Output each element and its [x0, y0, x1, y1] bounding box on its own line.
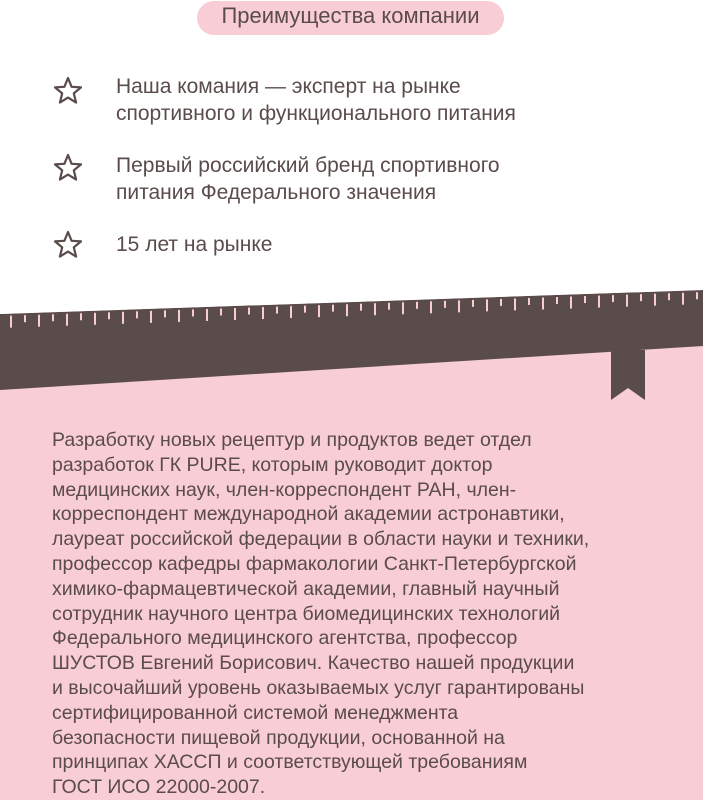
section-title: Преимущества компании — [197, 1, 504, 35]
ruler-tick — [682, 293, 684, 305]
benefit-text: Первый российский бренд спортивного питания Федерального значения — [116, 154, 500, 204]
star-outline-icon — [52, 152, 84, 184]
ruler-tick — [668, 293, 670, 300]
ruler-tick — [696, 292, 698, 299]
ruler-tick — [402, 302, 404, 314]
benefit-text: Наша комания — эксперт на рынке спортивного и функционального питания — [116, 75, 516, 125]
ruler-tick — [612, 295, 614, 302]
ruler-tick — [388, 303, 390, 310]
ruler-tick — [584, 296, 586, 303]
ruler-tick — [248, 308, 250, 315]
ruler-tick — [94, 313, 96, 325]
star-outline-icon — [52, 75, 84, 107]
ruler-tick — [136, 311, 138, 318]
ruler-tick — [486, 299, 488, 311]
ruler-divider — [0, 290, 703, 410]
company-description: Разработку новых рецептур и продуктов ведет отдел разработок ГК PURE, которым руководит доктор медицинских наук, член-корреспондент РАН, член- корреспондент международной академии астронавтики, лауреат российской федерации в области науки и техники, профессор кафедры фармакологии Санкт-Петербургской химико-фармацевтической академии, главный научный сотрудник научного центра биомедицинских технологий Федерального медицинского агентства, профессор ШУСТОВ Евгений Борисович. Качество нашей продукции и высочайший уровень оказываемых услуг гарантированы сертифицированной системой менеджмента безопасности пищевой продукции, основанной на принципах ХАССП и соответствующей требованиям ГОСТ ИСО 22000-2007. — [52, 429, 590, 799]
star-outline-icon — [52, 229, 84, 261]
ruler-tick — [528, 298, 530, 305]
ruler-tick — [626, 295, 628, 307]
ruler-tick — [500, 299, 502, 306]
ruler-tick — [290, 306, 292, 318]
ruler-tick — [430, 301, 432, 313]
ruler-tick — [24, 315, 26, 322]
ruler-tick — [122, 312, 124, 324]
ruler-tick — [150, 311, 152, 323]
ruler-tick — [360, 304, 362, 311]
ruler-tick — [640, 294, 642, 301]
ruler-tick — [304, 306, 306, 313]
ruler-tick — [66, 314, 68, 326]
ruler-tick — [416, 302, 418, 309]
ruler-tick — [332, 305, 334, 312]
bookmark-ribbon — [611, 350, 645, 400]
ruler-tick — [472, 300, 474, 307]
ruler-tick — [346, 304, 348, 316]
ruler-tick — [556, 297, 558, 304]
benefit-text: 15 лет на рынке — [116, 233, 273, 256]
ruler-tick — [598, 296, 600, 308]
ruler-tick — [318, 305, 320, 317]
ruler-tick — [206, 309, 208, 321]
ruler-tick — [178, 310, 180, 322]
ruler-tick — [52, 314, 54, 321]
ruler-tick — [458, 300, 460, 312]
ruler-tick — [514, 298, 516, 310]
ruler-tick — [374, 303, 376, 315]
ruler-tick — [276, 307, 278, 314]
ruler-tick — [38, 315, 40, 327]
ruler-tick — [10, 316, 12, 328]
ruler-tick — [262, 307, 264, 319]
benefits-section — [0, 0, 703, 300]
ruler-tick — [164, 310, 166, 317]
ruler-tick — [444, 301, 446, 308]
ruler-tick — [192, 309, 194, 316]
ruler-tick — [234, 308, 236, 320]
ruler-tick — [80, 313, 82, 320]
ruler-tick — [542, 297, 544, 309]
ruler-tick — [654, 294, 656, 306]
ruler-tick — [108, 312, 110, 319]
ruler-tick — [220, 308, 222, 315]
ruler-tick — [570, 297, 572, 309]
